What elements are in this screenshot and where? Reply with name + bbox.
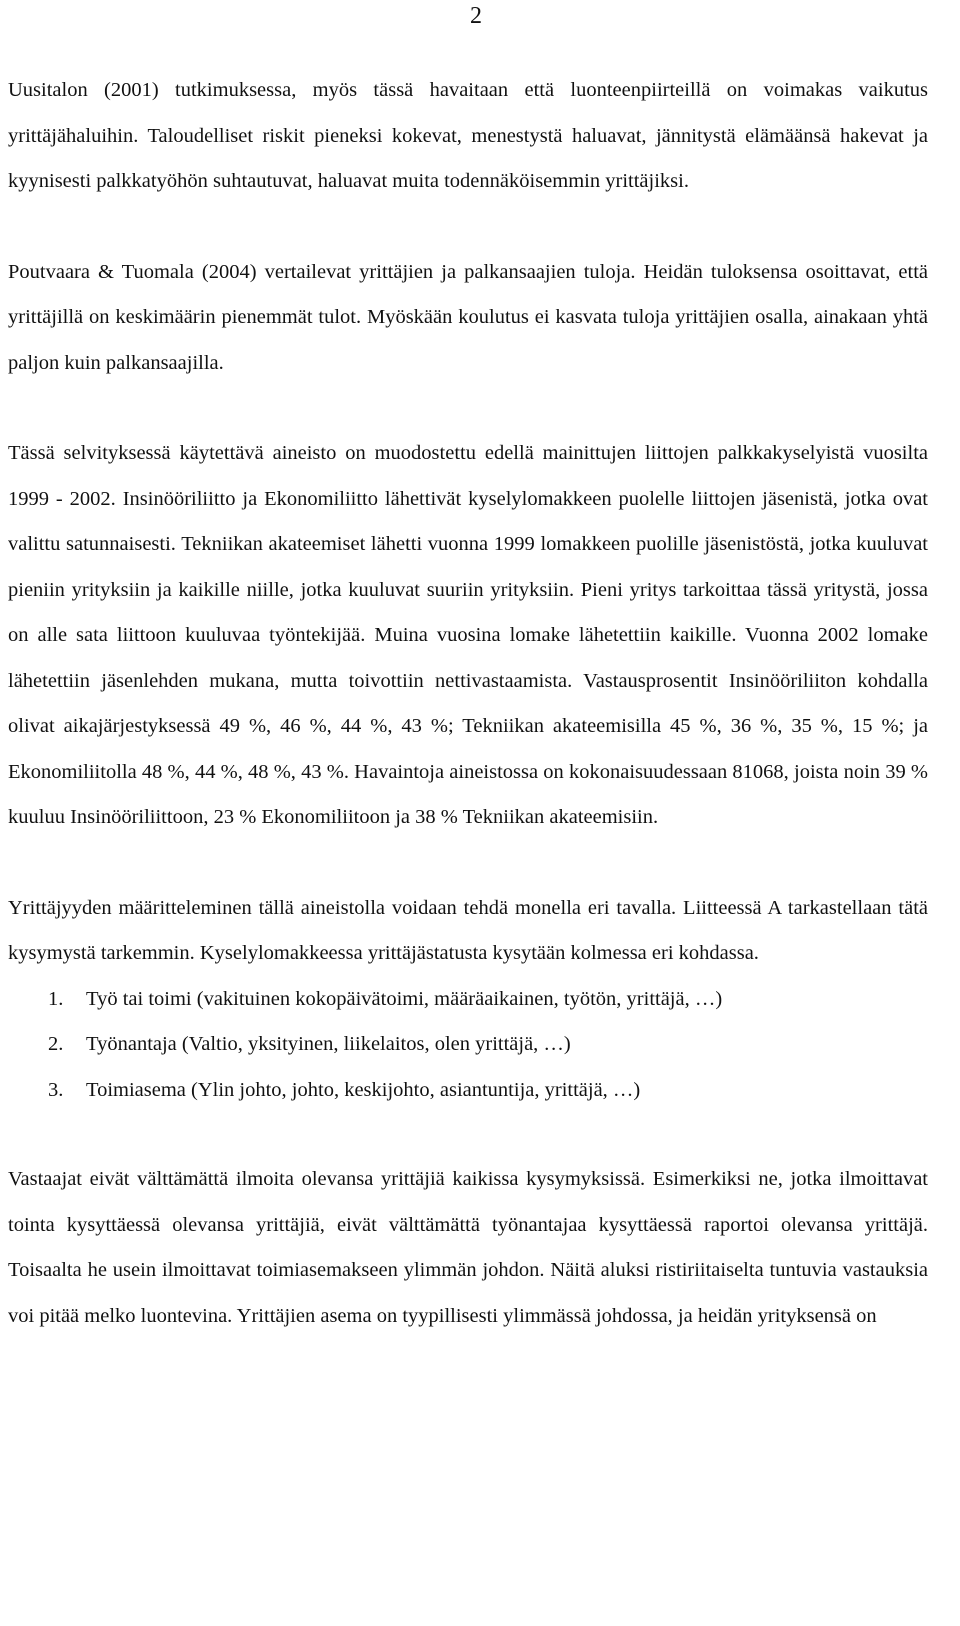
paragraph-5: Vastaajat eivät välttämättä ilmoita olevansa yrittäjiä kaikissa kysymyksissä. Esimerkiksi ne, jotka ilmoittavat tointa kysyttäessä olevansa yrittäjiä, eivät välttämättä työnantajaa kysyttäessä raportoi olevansa yrittäjä. Toisaalta he usein ilmoittavat toimiasemakseen ylimmän johdon. Näitä aluksi ristiriitaiselta tuntuvia vastauksia voi pitää melko luontevina. Yrittäjien asema on tyypillisesti ylimmässä johdossa, ja heidän yrityksensä on [8,1168,928,1327]
paragraph-1: Uusitalon (2001) tutkimuksessa, myös tässä havaitaan että luonteenpiirteillä on voimakas vaikutus yrittäjähaluihin. Taloudelliset riskit pieneksi kokevat, menestystä haluavat, jännitystä elämäänsä hakevat ja kyynisesti palkkatyöhön suhtautuvat, haluavat muita todennäköisemmin yrittäjiksi. [8,79,928,192]
list-item-text: Työnantaja (Valtio, yksityinen, liikelaitos, olen yrittäjä, …) [86,1033,571,1055]
list-item [48,1068,928,1114]
list-item-text: Toimiasema (Ylin johto, johto, keskijohto, asiantuntija, yrittäjä, …) [86,1078,641,1101]
paragraph-2: Poutvaara & Tuomala (2004) vertailevat yrittäjien ja palkansaajien tuloja. Heidän tuloksensa osoittavat, että yrittäjillä on keskimäärin pienemmät tulot. Myöskään koulutus ei kasvata tuloja yrittäjien osalla, ainakaan yhtä paljon kuin palkansaajilla. [8,260,928,374]
list-item [48,1022,928,1068]
list-item-number: 2. [48,1033,64,1055]
list-item-text: Työ tai toimi (vakituinen kokopäivätoimi, määräaikainen, työtön, yrittäjä, …) [86,987,723,1010]
paragraph-3: Tässä selvityksessä käytettävä aineisto on muodostettu edellä mainittujen liittojen palkkakyselyistä vuosilta 1999 - 2002. Insinööriliitto ja Ekonomiliitto lähettivät kyselylomakkeen puolelle liittojen jäsenistä, jotka ovat valittu satunnaisesti. Tekniikan akateemiset lähetti vuonna 1999 lomakkeen puolille jäsenistöstä, jotka kuuluvat pieniin yrityksiin ja kaikille niille, jotka kuuluvat suuriin yrityksiin. Pieni yritys tarkoittaa tässä yritystä, jossa on alle sata liittoon kuuluvaa työntekijää. Muina vuosina lomake lähetettiin kaikille. Vuonna 2002 lomake lähetettiin jäsenlehden mukana, mutta toivottiin nettivastaamista. Vastausprosentit Insinööriliiton kohdalla olivat aikajärjestyksessä 49 %, 46 %, 44 %, 43 %; Tekniikan akateemisilla 45 %, 36 %, 35 %, 15 %; ja Ekonomiliitolla 48 %, 44 %, 48 %, 43 %. Havaintoja aineistossa on kokonaisuudessaan 81068, joista noin 39 % kuuluu Insinööriliittoon, 23 % Ekonomiliitoon ja 38 % Tekniikan akateemisiin. [8,442,928,828]
list-item [48,977,928,1023]
list-item-number: 1. [48,987,64,1010]
page-number: 2 [470,3,482,29]
document-body [8,68,928,1339]
numbered-list [8,977,928,1114]
list-item-number: 3. [48,1078,64,1101]
paragraph-4: Yrittäjyyden määritteleminen tällä aineistolla voidaan tehdä monella eri tavalla. Liitteessä A tarkastellaan tätä kysymystä tarkemmin. Kyselylomakkeessa yrittäjästatusta kysytään kolmessa eri kohdassa. [8,896,928,964]
